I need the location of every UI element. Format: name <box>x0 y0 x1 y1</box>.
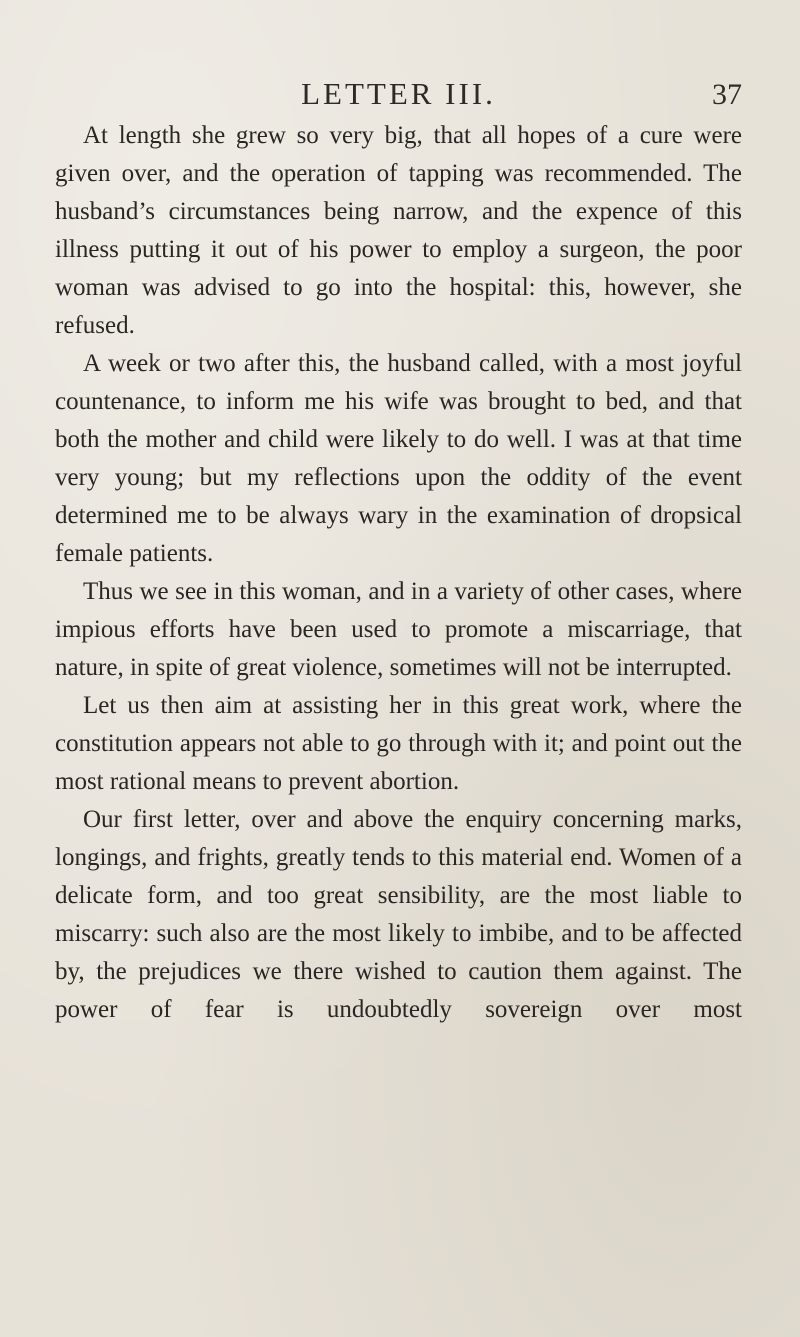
paragraph-4: Let us then aim at assisting her in this great work, where the constitution appears not able to go through with it; and point out the most rational means to prevent abortion. <box>55 692 742 795</box>
body-text <box>55 117 742 1029</box>
paragraph-2: A week or two after this, the husband called, with a most joyful countenance, to inform me his wife was brought to bed, and that both the mother and child were likely to do well. I was at that time very young; but my reflections upon the oddity of the event determined me to be always wary in the examination of dropsical female patients. <box>55 350 742 567</box>
running-head <box>55 76 742 116</box>
paragraph-1: At length she grew so very big, that all hopes of a cure were given over, and the operation of tapping was recommended. The husband’s circumstances being narrow, and the expence of this illness putting it out of his power to employ a surgeon, the poor woman was advised to go into the hospital: this, however, she refused. <box>55 122 742 339</box>
page-number: 37 <box>712 78 742 111</box>
paragraph-5: Our first letter, over and above the enquiry concerning marks, longings, and frights, greatly tends to this material end. Women of a delicate form, and too great sensibility, are the most liable to miscarry: such also are the most likely to imbibe, and to be affected by, the prejudices we there wished to caution them against. The power of fear is undoubtedly sovereign over most <box>55 806 742 1023</box>
running-title: LETTER III. <box>301 76 496 111</box>
paragraph-3: Thus we see in this woman, and in a variety of other cases, where impious efforts have been used to promote a miscarriage, that nature, in spite of great violence, sometimes will not be interrupted. <box>55 578 742 681</box>
